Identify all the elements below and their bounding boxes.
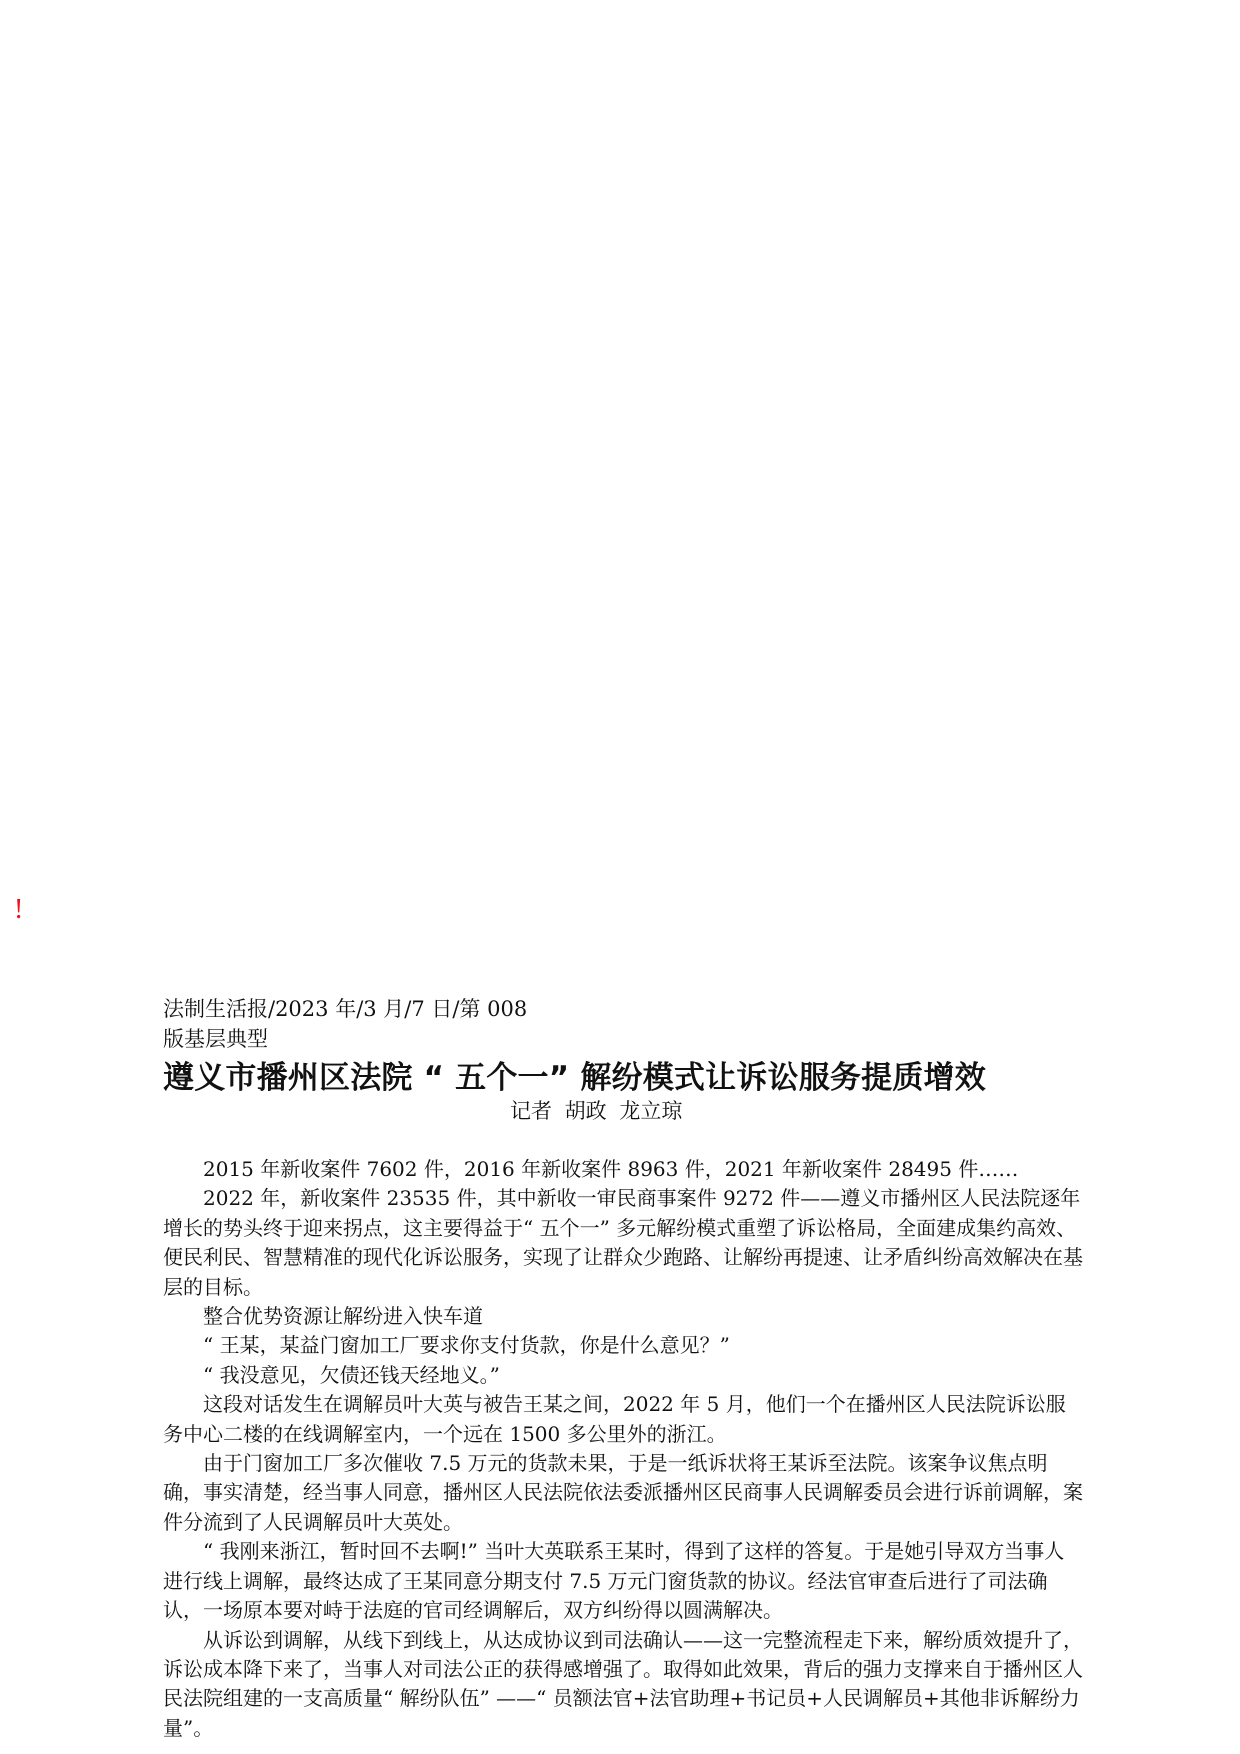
publication-source: 法制生活报/2023 年/3 月/7 日/第 008 bbox=[163, 997, 528, 1021]
paragraph: 2022 年，新收案件 23535 件，其中新收一审民商事案件 9272 件——遵义市播州区人民法院逐年增长的势头终于迎来拐点，这主要得益于“ 五个一” 多元解纷模式重塑了诉讼格局，全面建成集约高效、便民利民、智慧精准的现代化诉讼服务，实现了让群众少跑路、让解纷再提速、让矛盾纠纷高效解决在基层的目标。 bbox=[163, 1186, 1083, 1299]
publication-section: 版基层典型 bbox=[163, 1027, 268, 1051]
paragraph: 由于门窗加工厂多次催收 7.5 万元的货款未果，于是一纸诉状将王某诉至法院。该案争议焦点明确，事实清楚，经当事人同意，播州区人民法院依法委派播州区民商事人民调解委员会进行诉前调解，案件分流到了人民调解员叶大英处。 bbox=[163, 1451, 1083, 1534]
publication-header bbox=[163, 994, 527, 1054]
article-body bbox=[163, 1155, 1083, 1743]
paragraph: 这段对话发生在调解员叶大英与被告王某之间，2022 年 5 月，他们一个在播州区人民法院诉讼服务中心二楼的在线调解室内，一个远在 1500 多公里外的浙江。 bbox=[163, 1392, 1066, 1446]
paragraph: “ 我刚来浙江，暂时回不去啊!” 当叶大英联系王某时，得到了这样的答复。于是她引导双方当事人进行线上调解，最终达成了王某同意分期支付 7.5 万元门窗货款的协议。经法官审查后进行了司法确认，一场原本要对峙于法庭的官司经调解后，双方纠纷得以圆满解决。 bbox=[163, 1539, 1065, 1623]
section-heading: 整合优势资源让解纷进入快车道 bbox=[203, 1304, 483, 1329]
paragraph: “ 我没意见，欠债还钱天经地义。” bbox=[203, 1362, 500, 1387]
article-byline: 记者 胡政 龙立琼 bbox=[510, 1099, 683, 1123]
red-exclamation-mark: ! bbox=[14, 894, 24, 925]
paragraph: 2015 年新收案件 7602 件，2016 年新收案件 8963 件，2021 年新收案件 28495 件…… bbox=[203, 1157, 1019, 1181]
article-title: 遵义市播州区法院 “ 五个一” 解纷模式让诉讼服务提质增效 bbox=[163, 1060, 986, 1096]
paragraph: 从诉讼到调解，从线下到线上，从达成协议到司法确认——这一完整流程走下来，解纷质效提升了，诉讼成本降下来了，当事人对司法公正的获得感增强了。取得如此效果，背后的强力支撑来自于播州区人民法院组建的一支高质量“ 解纷队伍” ——“ 员额法官+法官助理+书记员+人民调解员+其他非诉解纷力量”。 bbox=[163, 1627, 1083, 1740]
paragraph: “ 王某，某益门窗加工厂要求你支付货款，你是什么意见？” bbox=[203, 1333, 730, 1358]
